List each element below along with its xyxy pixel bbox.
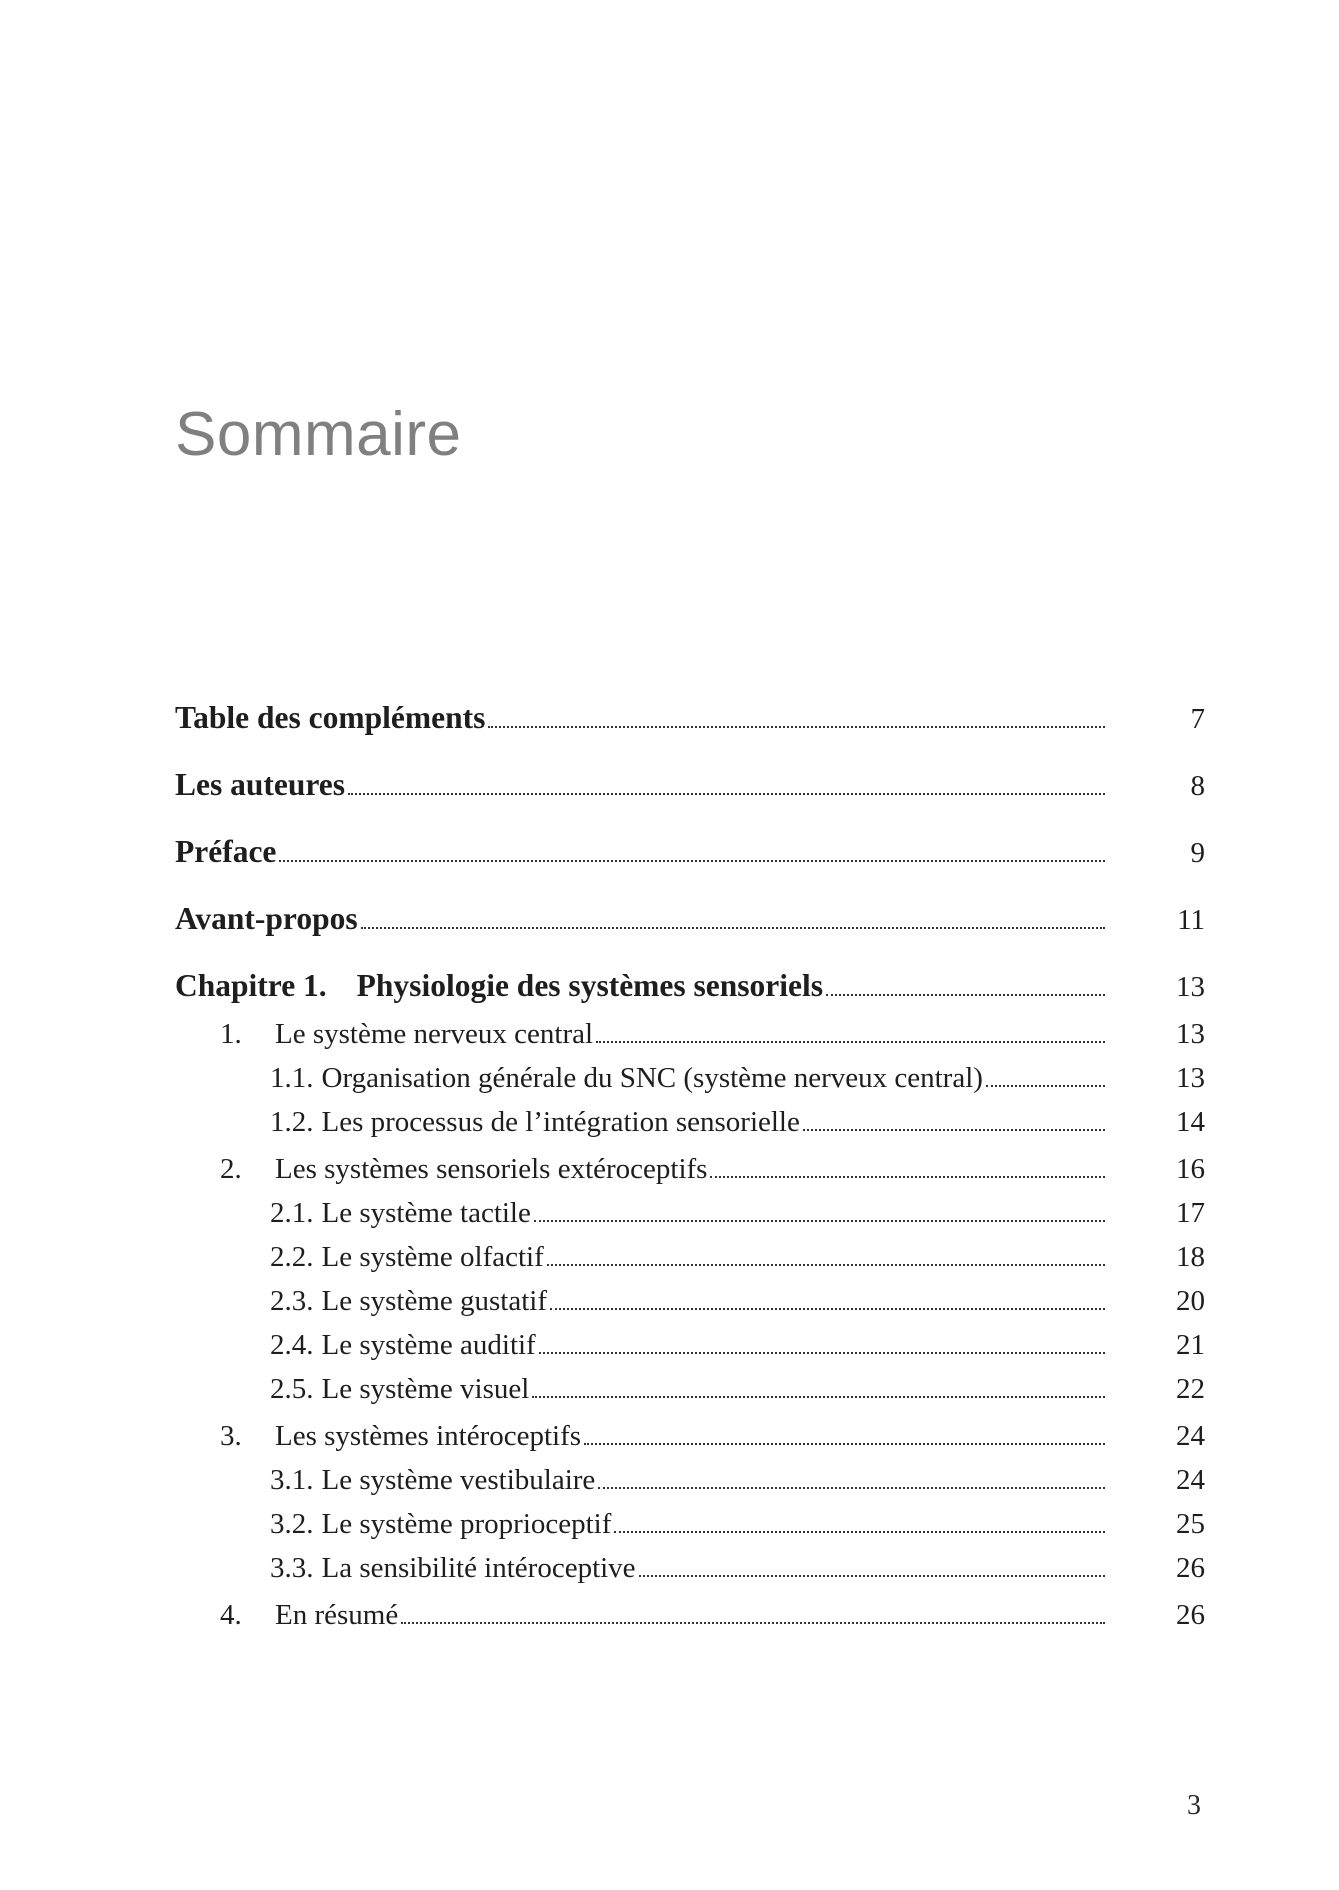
subsection-number: 2.4. xyxy=(270,1329,314,1361)
subsection-label: Le système tactile xyxy=(321,1197,531,1229)
dot-leader xyxy=(596,1020,1105,1046)
dot-leader xyxy=(710,1155,1105,1181)
toc-entry-label: Préface xyxy=(175,834,277,869)
section-label: Le système nerveux central xyxy=(275,1018,594,1050)
dot-leader xyxy=(401,1601,1105,1627)
dot-leader xyxy=(986,1064,1105,1090)
toc-page-number: 21 xyxy=(1176,1329,1205,1361)
subsection-label: Les processus de l’intégration sensorielle xyxy=(321,1106,800,1138)
subsection-label: Organisation générale du SNC (système nerveux central) xyxy=(321,1062,983,1094)
subsection-number: 3.3. xyxy=(270,1552,314,1584)
toc-subsection-1-2[interactable] xyxy=(175,1106,1205,1146)
toc-page-number: 9 xyxy=(1190,837,1205,869)
dot-leader xyxy=(532,1375,1105,1401)
toc-page-number: 22 xyxy=(1176,1373,1205,1405)
dot-leader xyxy=(547,1243,1105,1269)
toc-page-number: 8 xyxy=(1190,770,1205,802)
toc-subsection-3-2[interactable] xyxy=(175,1508,1205,1548)
toc-page-number: 11 xyxy=(1177,904,1205,936)
subsection-label: Le système proprioceptif xyxy=(321,1508,612,1540)
toc-page-number: 16 xyxy=(1176,1153,1205,1185)
dot-leader xyxy=(348,772,1105,798)
section-number: 3. xyxy=(220,1420,242,1452)
toc-subsection-2-4[interactable] xyxy=(175,1329,1205,1369)
toc-section-1[interactable] xyxy=(175,1018,1205,1058)
toc-page-number: 20 xyxy=(1176,1285,1205,1317)
toc-page-number: 24 xyxy=(1176,1464,1205,1496)
page-number: 3 xyxy=(1187,1790,1201,1821)
toc-entry-label: Avant-propos xyxy=(175,901,358,936)
subsection-number: 1.2. xyxy=(270,1106,314,1138)
toc-page-number: 7 xyxy=(1190,703,1205,735)
toc-page-number: 13 xyxy=(1176,971,1205,1003)
subsection-number: 2.3. xyxy=(270,1285,314,1317)
toc-page-number: 24 xyxy=(1176,1420,1205,1452)
toc-entry-label: Les auteures xyxy=(175,767,346,802)
toc-page-number: 26 xyxy=(1176,1552,1205,1584)
subsection-label: Le système olfactif xyxy=(321,1241,544,1273)
section-label: Les systèmes intéroceptifs xyxy=(275,1420,582,1452)
toc-subsection-2-2[interactable] xyxy=(175,1241,1205,1281)
toc-page-number: 17 xyxy=(1176,1197,1205,1229)
subsection-label: Le système vestibulaire xyxy=(321,1464,596,1496)
chapter-title: Physiologie des systèmes sensoriels xyxy=(356,968,824,1003)
toc-page-number: 13 xyxy=(1176,1018,1205,1050)
toc-subsection-3-1[interactable] xyxy=(175,1464,1205,1504)
subsection-number: 2.5. xyxy=(270,1373,314,1405)
toc-page-number: 25 xyxy=(1176,1508,1205,1540)
subsection-label: Le système auditif xyxy=(321,1329,536,1361)
chapter-number: Chapitre 1. xyxy=(175,968,327,1003)
toc-entry-preface[interactable] xyxy=(175,834,1205,874)
section-number: 4. xyxy=(220,1599,242,1631)
dot-leader xyxy=(614,1510,1105,1536)
subsection-number: 3.2. xyxy=(270,1508,314,1540)
toc-section-2[interactable] xyxy=(175,1153,1205,1193)
page-title: Sommaire xyxy=(175,400,462,469)
section-number: 2. xyxy=(220,1153,242,1185)
subsection-number: 2.1. xyxy=(270,1197,314,1229)
dot-leader xyxy=(534,1199,1105,1225)
toc-entry-table-des-complements[interactable] xyxy=(175,700,1205,740)
dot-leader xyxy=(539,1331,1105,1357)
toc-page-number: 13 xyxy=(1176,1062,1205,1094)
toc-entry-les-auteures[interactable] xyxy=(175,767,1205,807)
subsection-label: La sensibilité intéroceptive xyxy=(321,1552,636,1584)
section-number: 1. xyxy=(220,1018,242,1050)
toc-page-number: 26 xyxy=(1176,1599,1205,1631)
subsection-number: 2.2. xyxy=(270,1241,314,1273)
toc-subsection-2-5[interactable] xyxy=(175,1373,1205,1413)
dot-leader xyxy=(598,1466,1105,1492)
section-label: Les systèmes sensoriels extéroceptifs xyxy=(275,1153,708,1185)
toc-page-number: 14 xyxy=(1176,1106,1205,1138)
toc-subsection-3-3[interactable] xyxy=(175,1552,1205,1592)
toc-subsection-2-3[interactable] xyxy=(175,1285,1205,1325)
toc-section-3[interactable] xyxy=(175,1420,1205,1460)
dot-leader xyxy=(803,1108,1105,1134)
dot-leader xyxy=(826,973,1105,999)
subsection-label: Le système visuel xyxy=(321,1373,530,1405)
subsection-number: 1.1. xyxy=(270,1062,314,1094)
toc-entry-avant-propos[interactable] xyxy=(175,901,1205,941)
toc-section-4[interactable] xyxy=(175,1599,1205,1639)
toc-page-number: 18 xyxy=(1176,1241,1205,1273)
toc-subsection-2-1[interactable] xyxy=(175,1197,1205,1237)
dot-leader xyxy=(639,1554,1105,1580)
subsection-number: 3.1. xyxy=(270,1464,314,1496)
toc-entry-chapitre-1[interactable] xyxy=(175,968,1205,1008)
dot-leader xyxy=(550,1287,1105,1313)
subsection-label: Le système gustatif xyxy=(321,1285,548,1317)
dot-leader xyxy=(361,906,1105,932)
dot-leader xyxy=(584,1422,1105,1448)
toc-subsection-1-1[interactable] xyxy=(175,1062,1205,1102)
toc-entry-label: Table des compléments xyxy=(175,700,486,735)
dot-leader xyxy=(279,839,1105,865)
section-label: En résumé xyxy=(275,1599,399,1631)
dot-leader xyxy=(488,705,1105,731)
